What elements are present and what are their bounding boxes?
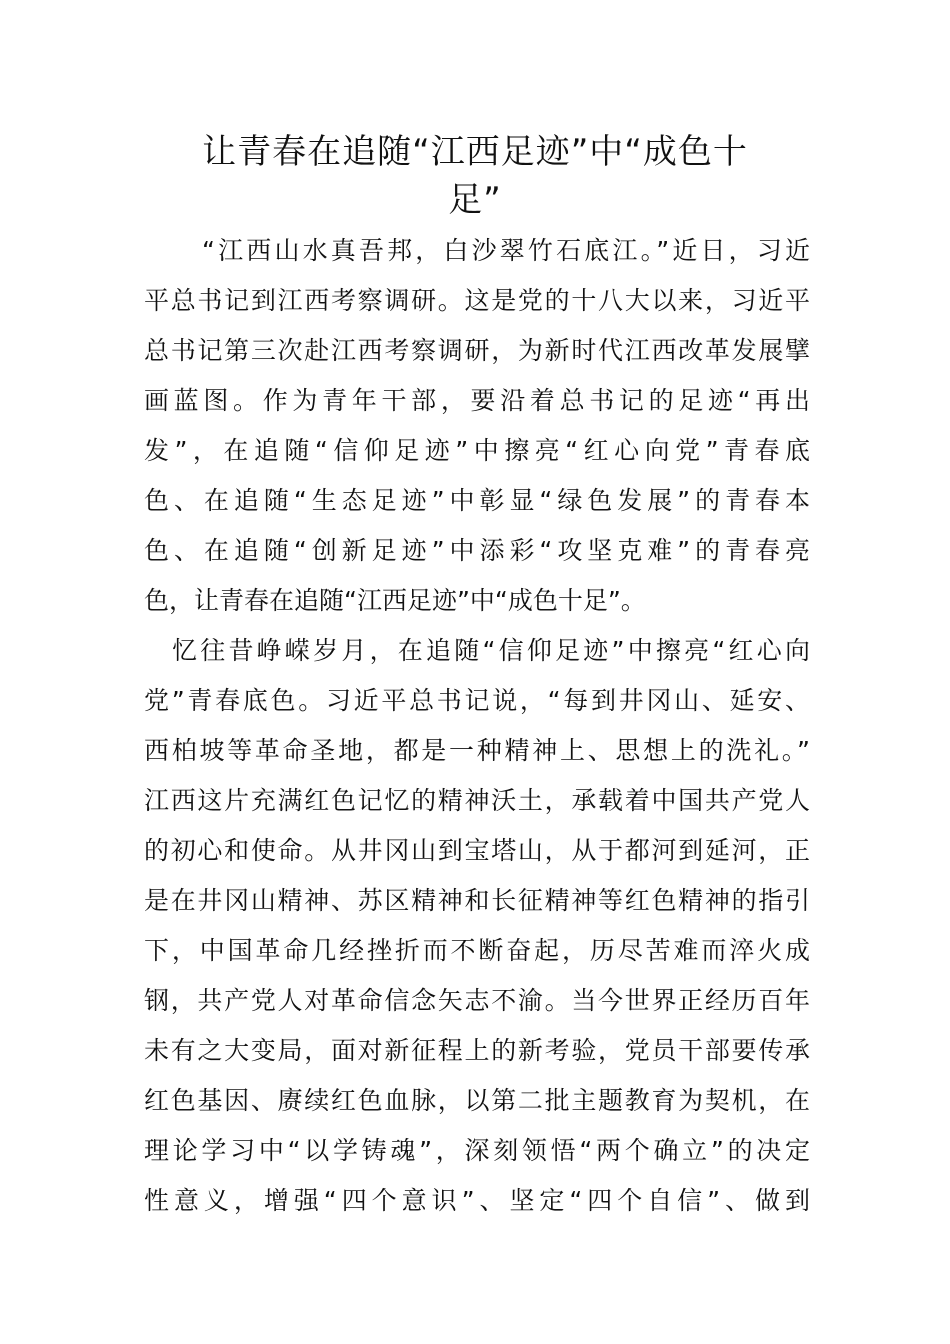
paragraph-line: 未有之大变局，面对新征程上的新考验，党员干部要传承 (144, 1036, 810, 1065)
paragraph-line: 色，让青春在追随“江西足迹”中“成色十足”。 (144, 586, 646, 615)
title-line-2: 足” (448, 180, 502, 220)
paragraph-line: “江西山水真吾邦，白沙翠竹石底江。”近日，习近 (202, 236, 810, 265)
paragraph-line: 忆往昔峥嵘岁月，在追随“信仰足迹”中擦亮“红心向 (172, 636, 810, 665)
paragraph-line: 色、在追随“生态足迹”中彰显“绿色发展”的青春本 (144, 486, 810, 515)
paragraph-line: 发”，在追随“信仰足迹”中擦亮“红心向党”青春底 (144, 436, 810, 465)
paragraph-line: 党”青春底色。习近平总书记说，“每到井冈山、延安、 (144, 686, 810, 715)
paragraph-line: 的初心和使命。从井冈山到宝塔山，从于都河到延河，正 (144, 836, 810, 865)
paragraph-line: 是在井冈山精神、苏区精神和长征精神等红色精神的指引 (144, 886, 810, 915)
paragraph-line: 红色基因、赓续红色血脉，以第二批主题教育为契机，在 (144, 1086, 810, 1115)
paragraph-line: 画蓝图。作为青年干部，要沿着总书记的足迹“再出 (144, 386, 810, 415)
paragraph-line: 平总书记到江西考察调研。这是党的十八大以来，习近平 (144, 286, 810, 315)
paragraph-line: 性意义，增强“四个意识”、坚定“四个自信”、做到 (144, 1186, 810, 1215)
paragraph-line: 江西这片充满红色记忆的精神沃土，承载着中国共产党人 (144, 786, 810, 815)
paragraph-line: 总书记第三次赴江西考察调研，为新时代江西改革发展擘 (144, 336, 810, 365)
title-line-1: 让青春在追随“江西足迹”中“成色十 (202, 132, 748, 172)
document-title (170, 128, 780, 224)
paragraph-line: 钢，共产党人对革命信念矢志不渝。当今世界正经历百年 (144, 986, 810, 1015)
paragraph-line: 下，中国革命几经挫折而不断奋起，历尽苦难而淬火成 (144, 936, 810, 965)
paragraph-line: 色、在追随“创新足迹”中添彩“攻坚克难”的青春亮 (144, 536, 810, 565)
paragraph-line: 西柏坡等革命圣地，都是一种精神上、思想上的洗礼。” (144, 736, 810, 765)
document-body (144, 226, 810, 1226)
paragraph-line: 理论学习中“以学铸魂”，深刻领悟“两个确立”的决定 (144, 1136, 810, 1165)
